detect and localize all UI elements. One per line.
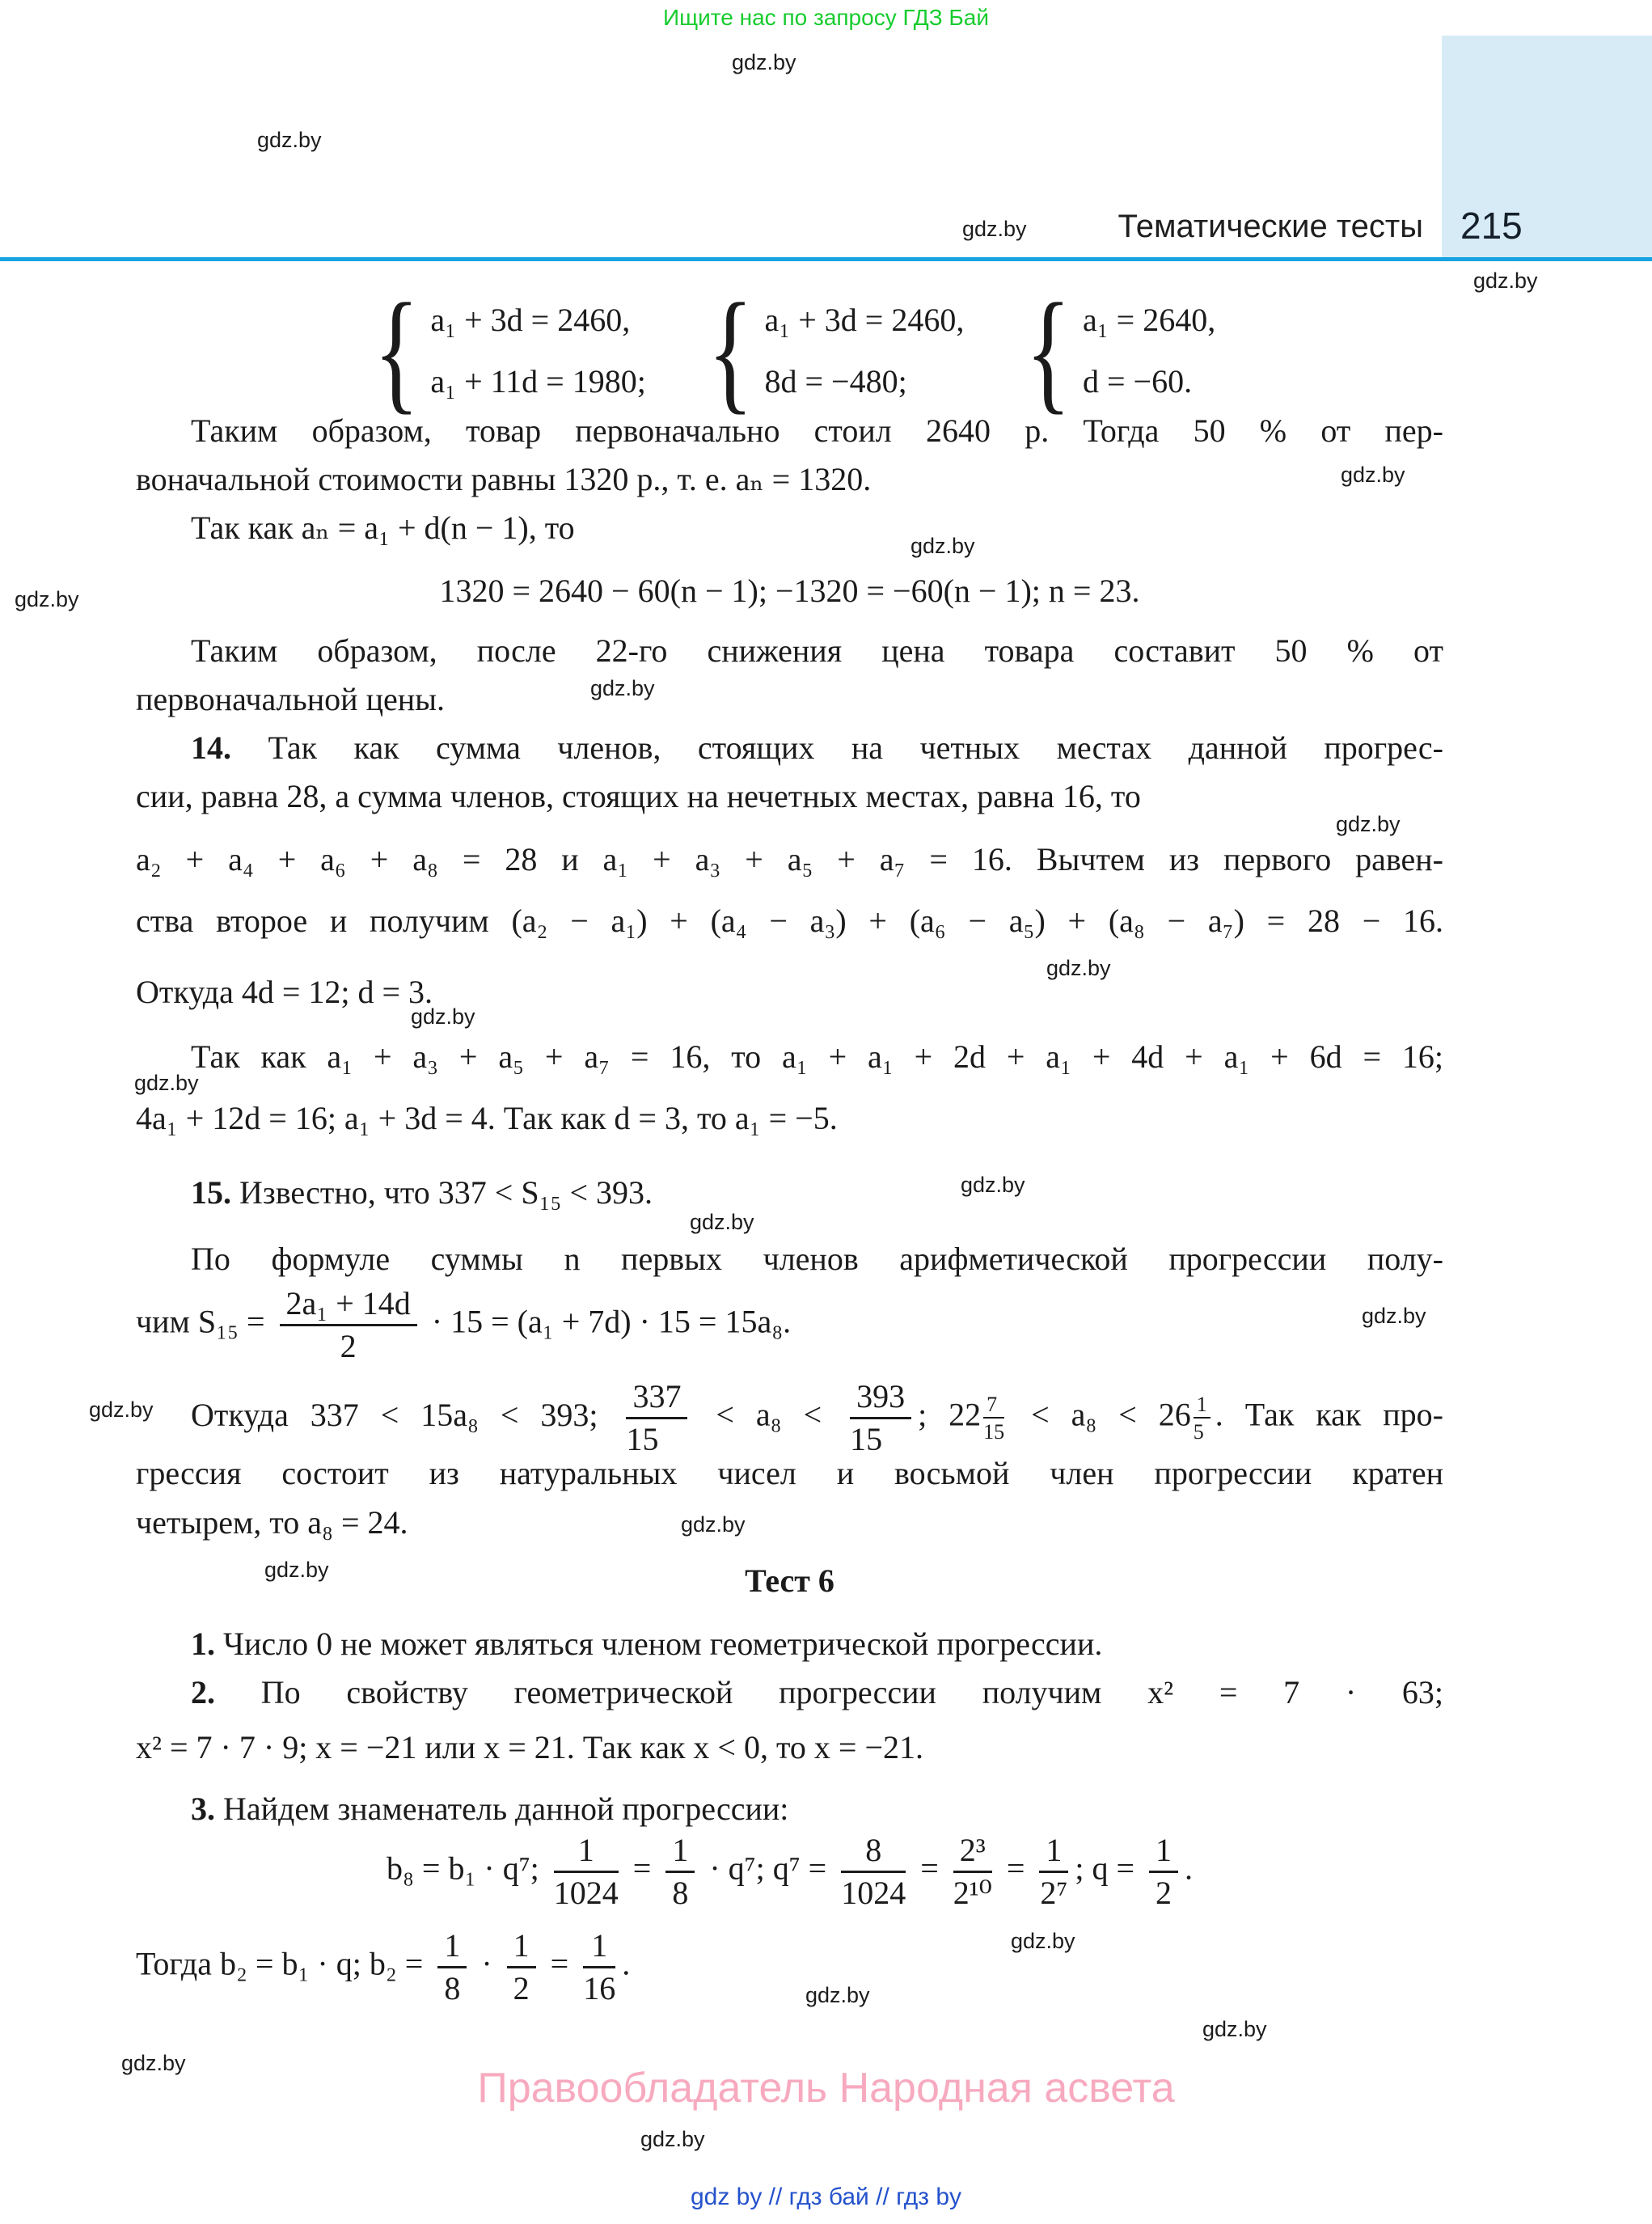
header-rule	[0, 257, 1652, 261]
equation: 8d = −480;	[764, 363, 907, 400]
numerator: 393	[850, 1379, 911, 1419]
gdz-watermark: gdz.by	[805, 1983, 870, 2007]
system-3	[1016, 276, 1216, 426]
numerator: 1	[583, 1928, 615, 1968]
gdz-watermark: gdz.by	[1336, 812, 1401, 836]
item-text: По свойству геометрической прогрессии получим x² = 7 · 63;	[260, 1674, 1444, 1710]
denominator: 5	[1193, 1419, 1204, 1444]
gdz-watermark: gdz.by	[1341, 463, 1405, 487]
gdz-watermark: gdz.by	[961, 1173, 1025, 1197]
equation-line: Откуда 4d = 12; d = 3.	[136, 974, 433, 1010]
denominator: 2	[1156, 1875, 1172, 1911]
header-title: Тематические тесты	[1118, 209, 1423, 244]
test6-item-3	[136, 1787, 1443, 1831]
fraction	[665, 1833, 695, 1911]
system-brace: {	[707, 276, 754, 426]
promo-note: Ищите нас по запросу ГДЗ Бай	[662, 5, 990, 30]
system-brace: {	[373, 276, 420, 426]
numerator: 1	[437, 1928, 467, 1968]
gdz-watermark: gdz.by	[640, 2127, 705, 2151]
numerator: 337	[626, 1379, 687, 1419]
equation-text: · q⁷; q⁷ =	[709, 1850, 827, 1887]
fraction	[626, 1379, 687, 1457]
gdz-watermark: gdz.by	[411, 1004, 475, 1029]
gdz-watermark: gdz.by	[257, 128, 322, 152]
item-14-line	[136, 726, 1443, 770]
item-14-line: сии, равна 28, а сумма членов, стоящих на нечетных местах, равна 16, то	[136, 778, 1141, 814]
equation-text: · 15 = (a₁ + 7d) · 15 = 15a₈.	[431, 1303, 792, 1340]
test6-item-1	[136, 1622, 1443, 1666]
numerator: 1	[665, 1833, 695, 1873]
item-number: 14.	[191, 729, 231, 766]
equation-text: ; q =	[1075, 1850, 1135, 1887]
equation-otkuda	[136, 1379, 1443, 1457]
item-number: 3.	[191, 1791, 215, 1827]
item-text: Число 0 не может являться членом геометрической прогрессии.	[223, 1626, 1103, 1662]
system-brace: {	[1025, 276, 1071, 426]
numerator: 7	[983, 1393, 1004, 1419]
gdz-watermark: gdz.by	[264, 1558, 329, 1582]
item-number: 1.	[191, 1626, 215, 1662]
equation-text: < a₈ < 26	[1031, 1396, 1191, 1433]
fraction	[280, 1286, 417, 1364]
item-number: 2.	[191, 1674, 215, 1710]
denominator: 15	[626, 1421, 659, 1457]
equation-b8	[136, 1833, 1443, 1911]
fraction	[1194, 1393, 1210, 1444]
denominator: 15	[850, 1421, 883, 1457]
denominator: 15	[983, 1419, 1005, 1444]
equation-text: Тогда b₂ = b₁ · q; b₂ =	[136, 1945, 424, 1982]
numerator: 2³	[953, 1833, 992, 1873]
equation-text: =	[1006, 1850, 1025, 1887]
gdz-watermark: gdz.by	[911, 534, 975, 558]
fraction	[983, 1393, 1004, 1444]
numerator: 1	[1039, 1833, 1068, 1873]
equation-line: a₂ + a₄ + a₆ + a₈ = 28 и a₁ + a₃ + a₅ + a₇ = 16. Вычтем из первого равен-	[136, 841, 1443, 877]
denominator: 8	[444, 1970, 461, 2006]
item-15-line: грессия состоит из натуральных чисел и восьмой член прогрессии кратен	[136, 1455, 1443, 1491]
denominator: 16	[583, 1970, 616, 2006]
test6-item-2	[136, 1671, 1443, 1715]
paragraph-line: воначальной стоимости равны 1320 р., т. е. aₙ = 1320.	[136, 461, 872, 497]
equation-line: ства второе и получим (a₂ − a₁) + (a₄ − a₃) + (a₆ − a₅) + (a₈ − a₇) = 28 − 16.	[136, 903, 1443, 939]
equation-text: Откуда 337 < 15a₈ < 393;	[191, 1396, 598, 1433]
equation-text: ; 22	[918, 1396, 982, 1433]
item-14-line: Так как a₁ + a₃ + a₅ + a₇ = 16, то a₁ + a₁ + 2d + a₁ + 4d + a₁ + 6d = 16;	[191, 1038, 1443, 1075]
equation: a₁ + 11d = 1980;	[430, 363, 646, 400]
equation-text: =	[550, 1945, 569, 1982]
equation-text: < a₈ <	[716, 1396, 822, 1433]
numerator: 1	[554, 1833, 619, 1873]
gdz-watermark: gdz.by	[1011, 1929, 1075, 1953]
paragraph-line: Так как aₙ = a₁ + d(n − 1), то	[191, 509, 575, 546]
denominator: 2⁷	[1040, 1875, 1068, 1911]
fraction	[437, 1928, 467, 2006]
equation-text: =	[632, 1850, 652, 1887]
gdz-watermark: gdz.by	[590, 676, 655, 700]
fraction	[953, 1833, 992, 1911]
gdz-watermark: gdz.by	[690, 1210, 754, 1234]
equation: a₁ + 3d = 2460,	[764, 302, 965, 338]
gdz-watermark: gdz.by	[1473, 268, 1538, 293]
fraction	[1149, 1833, 1178, 1911]
system-1	[364, 276, 646, 426]
gdz-watermark: gdz.by	[1046, 956, 1111, 980]
gdz-watermark: gdz.by	[962, 217, 1027, 241]
item-text: Найдем знаменатель данной прогрессии:	[223, 1791, 789, 1827]
equation-line: 4a₁ + 12d = 16; a₁ + 3d = 4. Так как d = 3, то a₁ = −5.	[136, 1100, 838, 1136]
gdz-watermark: gdz.by	[134, 1071, 199, 1095]
gdz-watermark: gdz.by	[681, 1512, 746, 1537]
paragraph-line: Таким образом, товар первоначально стоил 2640 р. Тогда 50 % от пер-	[191, 412, 1443, 449]
denominator: 8	[672, 1875, 689, 1911]
equation-text: чим S₁₅ =	[136, 1303, 265, 1340]
system-2	[698, 276, 965, 426]
gdz-watermark: gdz.by	[15, 587, 79, 611]
equation-text: b₈ = b₁ · q⁷;	[386, 1850, 539, 1887]
denominator: 2¹⁰	[953, 1875, 992, 1911]
equation-text: .	[622, 1945, 631, 1982]
equation-text: .	[1185, 1850, 1194, 1887]
page-number: 215	[1460, 205, 1523, 247]
numerator: 1	[1149, 1833, 1178, 1873]
item-text: Известно, что 337 < S₁₅ < 393.	[239, 1174, 653, 1211]
denominator: 1024	[553, 1875, 619, 1911]
paragraph-line: первоначальной цены.	[136, 681, 446, 717]
equation-line: 1320 = 2640 − 60(n − 1); −1320 = −60(n − 1); n = 23.	[439, 573, 1140, 609]
equation-text: . Так как про-	[1215, 1396, 1443, 1433]
footer-copyright: Правообладатель Народная асвета	[477, 2065, 1175, 2112]
fraction	[507, 1928, 536, 2006]
fraction	[554, 1833, 619, 1911]
numerator: 2a₁ + 14d	[280, 1286, 417, 1326]
item-15-line: По формуле суммы n первых членов арифметической прогрессии полу-	[191, 1241, 1443, 1277]
gdz-watermark: gdz.by	[1202, 2017, 1267, 2041]
gdz-watermark: gdz.by	[89, 1397, 154, 1422]
equation-systems	[136, 276, 1443, 426]
gdz-watermark: gdz.by	[121, 2051, 186, 2075]
gdz-watermark: gdz.by	[1362, 1304, 1426, 1328]
fraction	[1039, 1833, 1068, 1911]
item-text: Так как сумма членов, стоящих на четных местах данной прогрес-	[268, 729, 1444, 766]
equation: a₁ + 3d = 2460,	[430, 302, 631, 338]
fraction	[850, 1379, 911, 1457]
test6-item-2-line: x² = 7 · 7 · 9; x = −21 или x = 21. Так как x < 0, то x = −21.	[136, 1729, 924, 1765]
equation-text: =	[920, 1850, 939, 1887]
denominator: 2	[340, 1328, 357, 1364]
item-15-line: четырем, то a₈ = 24.	[136, 1504, 408, 1541]
footer-links[interactable]: gdz by // гдз бай // гдз by	[690, 2184, 962, 2210]
equation-b2	[136, 1928, 1443, 2006]
equation-text: ·	[481, 1945, 492, 1982]
numerator: 1	[507, 1928, 536, 1968]
denominator: 1024	[841, 1875, 906, 1911]
item-number: 15.	[191, 1174, 231, 1211]
item-15-line	[136, 1171, 1443, 1215]
gdz-watermark: gdz.by	[732, 50, 796, 74]
test-6-heading: Тест 6	[745, 1562, 834, 1599]
fraction	[841, 1833, 906, 1911]
equation: d = −60.	[1082, 363, 1193, 400]
paragraph-line: Таким образом, после 22-го снижения цена товара составит 50 % от	[191, 632, 1443, 669]
equation: a₁ = 2640,	[1082, 302, 1216, 338]
numerator: 8	[841, 1833, 906, 1873]
numerator: 1	[1194, 1393, 1210, 1419]
denominator: 2	[513, 1970, 530, 2006]
fraction	[583, 1928, 615, 2006]
equation-s15	[136, 1286, 1443, 1364]
